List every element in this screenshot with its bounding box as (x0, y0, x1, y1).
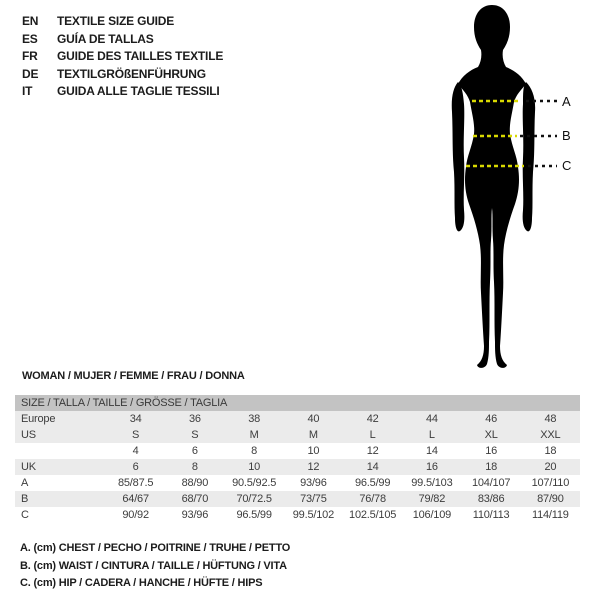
measurement-legend (20, 540, 290, 593)
table-cell: 96.5/99 (354, 477, 391, 489)
table-cell: 93/96 (300, 477, 327, 489)
table-cell: L (428, 429, 435, 441)
table-cell: XL (484, 429, 498, 441)
table-cell: 14 (425, 445, 438, 457)
table-cell: 70/72.5 (236, 493, 272, 505)
table-row (15, 475, 580, 491)
table-cell: 79/82 (418, 493, 446, 505)
language-row (22, 48, 223, 66)
table-cell: 76/78 (359, 493, 386, 505)
table-cell: 18 (544, 445, 557, 457)
table-row (15, 427, 580, 443)
table-cell: 87/90 (537, 493, 564, 505)
size-table-body (15, 411, 580, 523)
table-cell: 73/75 (300, 493, 327, 505)
table-cell: 8 (191, 461, 198, 473)
row-label: UK (21, 461, 36, 473)
table-cell: 6 (191, 445, 198, 457)
legend-row-chest: A. (cm) CHEST / PECHO / POITRINE / TRUHE / PETTO (20, 542, 291, 554)
table-cell: 90.5/92.5 (232, 477, 277, 489)
row-label (15, 443, 106, 459)
language-label: GUIDE DES TAILLES TEXTILE (57, 49, 224, 63)
table-cell: 12 (366, 445, 379, 457)
marker-letter-a: A (562, 94, 571, 109)
language-label: TEXTILE SIZE GUIDE (57, 14, 175, 28)
table-cell: 99.5/103 (411, 477, 453, 489)
table-cell: 96.5/99 (236, 509, 272, 521)
table-cell: 114/119 (532, 509, 569, 521)
language-code: IT (22, 84, 33, 98)
table-cell: 46 (485, 413, 498, 425)
table-cell: 107/110 (531, 477, 570, 489)
table-cell: 34 (129, 413, 142, 425)
table-cell: 104/107 (471, 477, 511, 489)
marker-letter-b: B (562, 128, 571, 143)
row-label: A (21, 477, 29, 489)
table-row (15, 507, 580, 523)
table-cell: 44 (425, 413, 438, 425)
language-label: GUÍA DE TALLAS (57, 31, 154, 46)
legend-row-waist: B. (cm) WAIST / CINTURA / TAILLE / HÜFTUNG / VITA (20, 559, 287, 572)
table-cell: 93/96 (181, 509, 209, 521)
table-cell: XXL (540, 429, 561, 441)
section-title: WOMAN / MUJER / FEMME / FRAU / DONNA (22, 370, 245, 382)
table-cell: S (191, 429, 199, 441)
woman-silhouette-svg (420, 0, 580, 375)
language-code: EN (22, 14, 39, 28)
table-cell: 40 (307, 413, 320, 425)
woman-left-arm (452, 82, 465, 231)
row-label: US (21, 429, 36, 441)
table-cell: 12 (307, 461, 320, 473)
table-cell: 14 (366, 461, 379, 473)
table-row (15, 459, 580, 475)
table-cell: 8 (251, 445, 258, 457)
measurement-figure (420, 0, 600, 375)
table-cell: 88/90 (181, 477, 209, 489)
table-cell: M (308, 429, 318, 441)
table-cell: 38 (248, 413, 261, 425)
table-cell: 102.5/105 (349, 509, 397, 521)
table-cell: 68/70 (181, 493, 209, 505)
table-cell: 85/87.5 (117, 477, 154, 489)
table-row (15, 411, 580, 427)
table-cell: 106/109 (412, 509, 452, 521)
table-cell: S (132, 429, 140, 441)
table-cell: 20 (544, 461, 557, 473)
language-row (22, 83, 223, 101)
marker-letter-c: C (562, 158, 572, 173)
table-cell: 42 (366, 413, 379, 425)
legend-row-hip: C. (cm) HIP / CADERA / HANCHE / HÜFTE / HIPS (20, 577, 263, 590)
size-table-header: SIZE / TALLA / TAILLE / GRÖSSE / TAGLIA (15, 395, 580, 411)
table-row (15, 491, 580, 507)
table-cell: M (249, 429, 259, 441)
table-cell: 83/86 (477, 493, 505, 505)
table-cell: 16 (425, 461, 438, 473)
language-row (22, 13, 223, 31)
table-cell: 6 (132, 461, 139, 473)
row-label: Europe (21, 413, 56, 425)
size-table (15, 411, 580, 523)
language-code: DE (22, 66, 39, 81)
table-cell: 10 (307, 445, 320, 457)
table-cell: 10 (248, 461, 261, 473)
row-label: C (21, 509, 29, 521)
table-cell: L (369, 429, 376, 441)
language-label: TEXTILGRÖßENFÜHRUNG (57, 66, 206, 81)
table-cell: 99.5/102 (292, 509, 334, 521)
language-label: GUIDA ALLE TAGLIE TESSILI (57, 84, 220, 98)
row-label: B (21, 493, 29, 505)
table-cell: 90/92 (122, 509, 149, 521)
table-row (15, 443, 580, 459)
table-cell: 36 (188, 413, 201, 425)
woman-right-arm (523, 82, 536, 231)
table-cell: 18 (485, 461, 498, 473)
language-code: FR (22, 49, 38, 63)
woman-silhouette (458, 5, 526, 368)
table-cell: 110/113 (472, 509, 510, 521)
table-cell: 16 (485, 445, 498, 457)
language-code: ES (22, 31, 38, 46)
table-cell: 64/67 (122, 493, 149, 505)
table-cell: 4 (132, 445, 139, 457)
language-row (22, 31, 223, 49)
table-cell: 48 (544, 413, 557, 425)
language-row (22, 66, 223, 84)
language-list (22, 13, 223, 101)
